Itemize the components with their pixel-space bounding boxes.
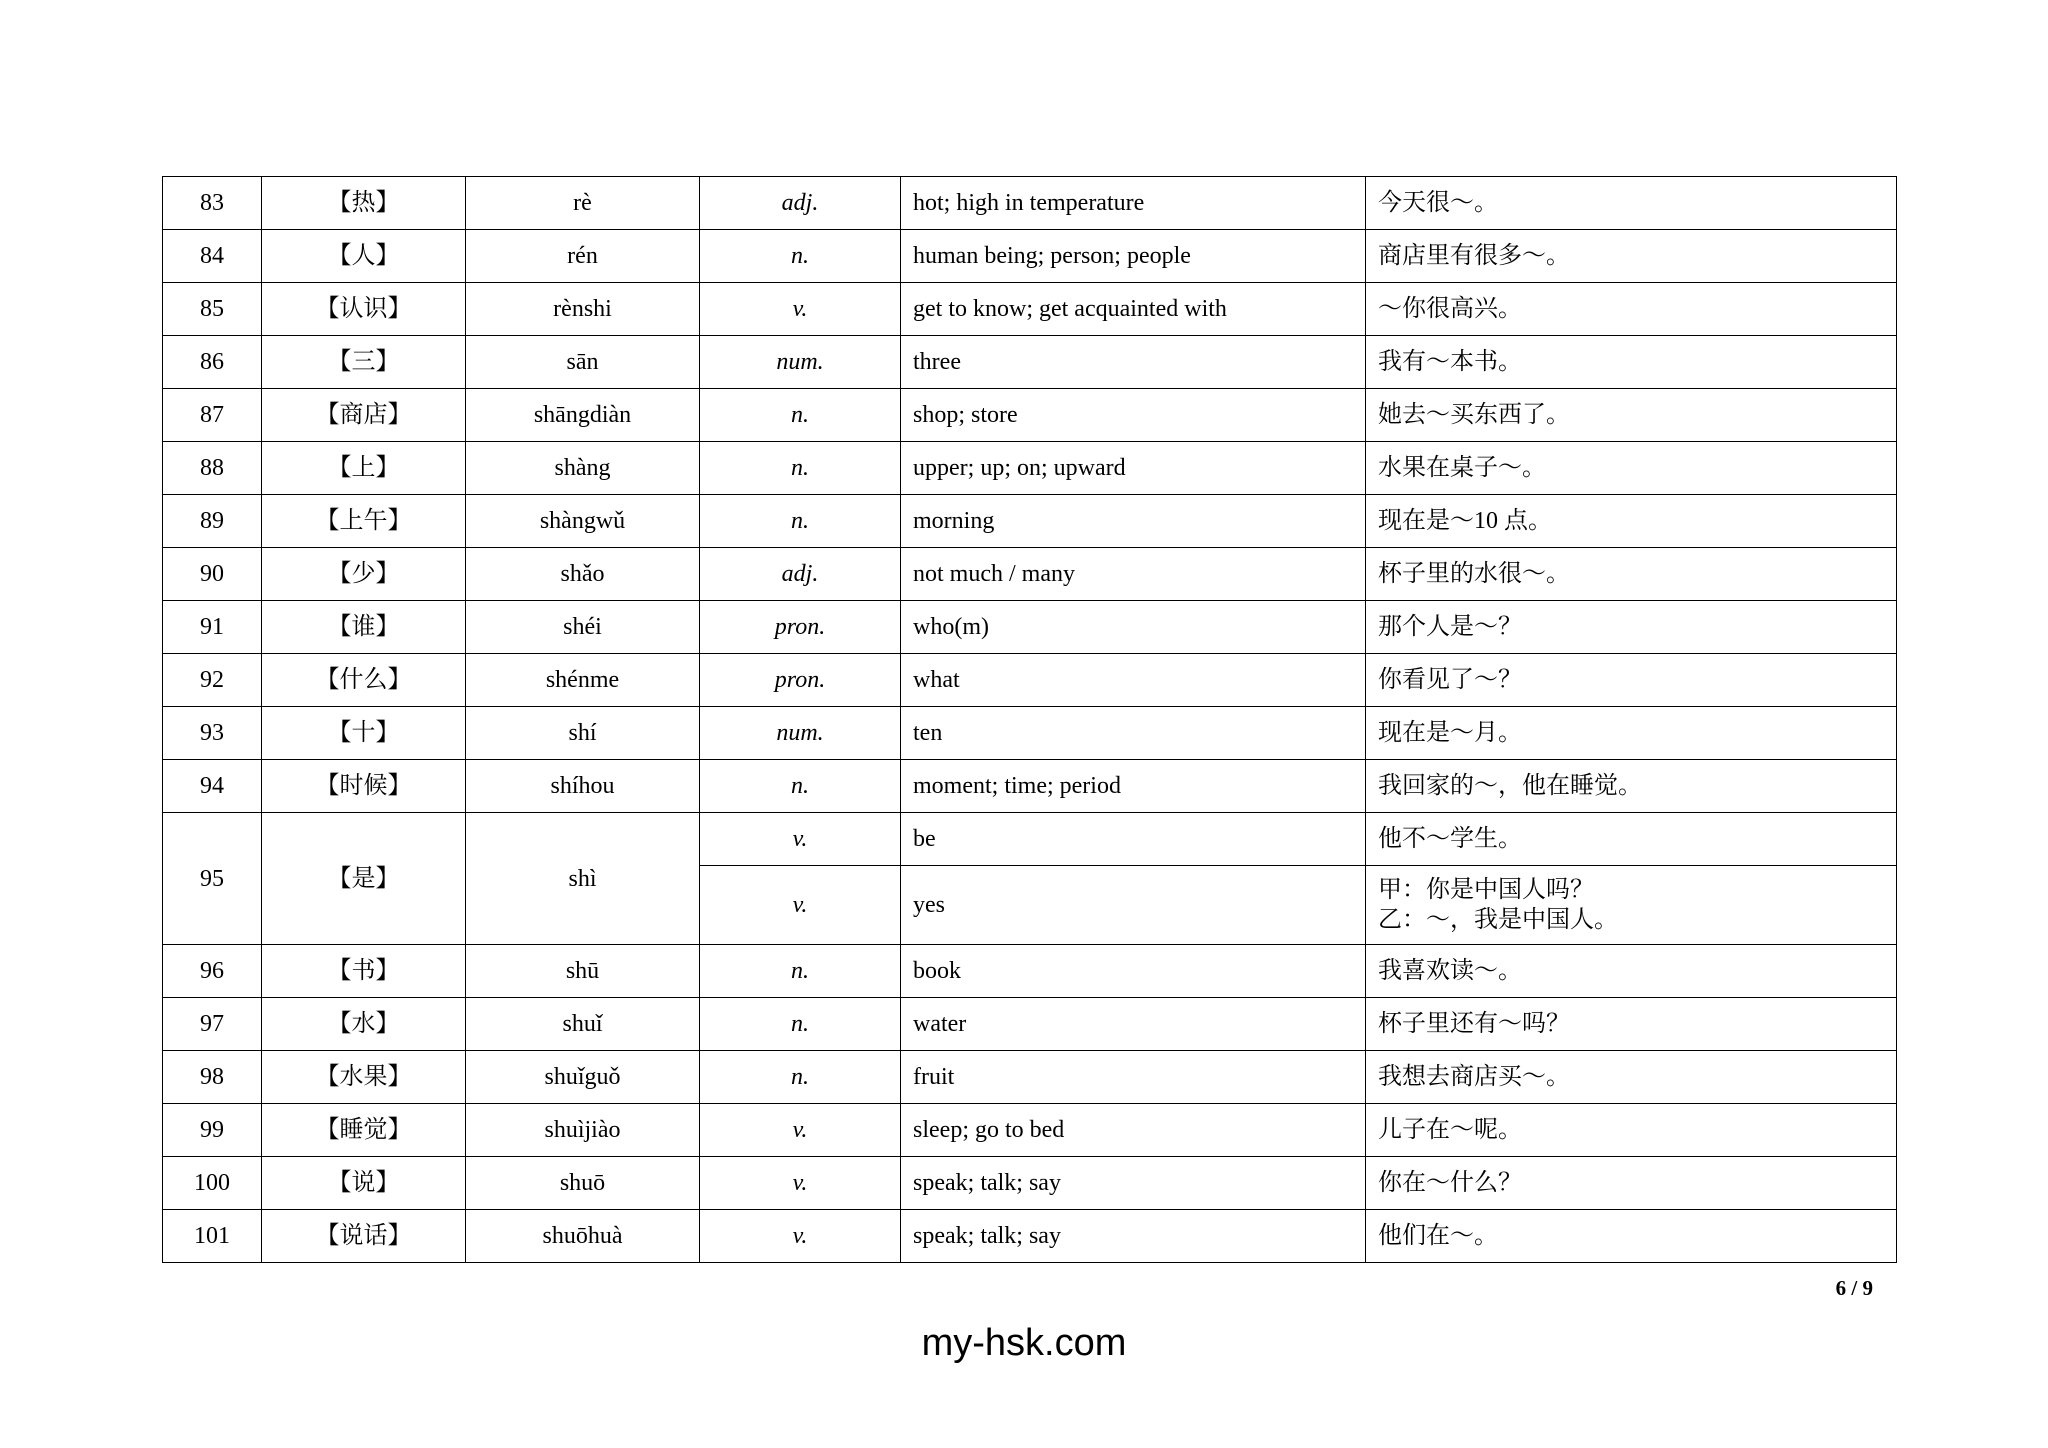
entry-example xyxy=(1366,548,1897,601)
table-row xyxy=(163,1051,1897,1104)
page-number: 6 / 9 xyxy=(1835,1276,1873,1300)
entry-pinyin: shuìjiào xyxy=(466,1104,700,1157)
entry-number: 101 xyxy=(163,1210,262,1263)
entry-hanzi: 【说】 xyxy=(262,1157,466,1210)
table-row xyxy=(163,336,1897,389)
entry-example xyxy=(1366,1104,1897,1157)
entry-pinyin: shuō xyxy=(466,1157,700,1210)
entry-number: 89 xyxy=(163,495,262,548)
entry-pinyin: shuōhuà xyxy=(466,1210,700,1263)
entry-example xyxy=(1366,813,1897,866)
example-line: 乙：～，我是中国人。 xyxy=(1378,907,1618,933)
table-row xyxy=(163,1157,1897,1210)
entry-part-of-speech: adj. xyxy=(700,548,901,601)
entry-pinyin: rènshi xyxy=(466,283,700,336)
entry-number: 91 xyxy=(163,601,262,654)
entry-hanzi: 【是】 xyxy=(262,813,466,945)
entry-pinyin: shénme xyxy=(466,654,700,707)
entry-definition: upper; up; on; upward xyxy=(901,442,1366,495)
example-line: ～你很高兴。 xyxy=(1378,296,1522,322)
entry-definition: morning xyxy=(901,495,1366,548)
entry-definition: fruit xyxy=(901,1051,1366,1104)
entry-pinyin: shǎo xyxy=(466,548,700,601)
entry-number: 94 xyxy=(163,760,262,813)
table-row xyxy=(163,230,1897,283)
entry-pinyin: rè xyxy=(466,177,700,230)
entry-example xyxy=(1366,945,1897,998)
entry-part-of-speech: n. xyxy=(700,230,901,283)
entry-definition: not much / many xyxy=(901,548,1366,601)
entry-part-of-speech: pron. xyxy=(700,654,901,707)
entry-definition: yes xyxy=(901,866,1366,945)
entry-part-of-speech: n. xyxy=(700,998,901,1051)
entry-hanzi: 【时候】 xyxy=(262,760,466,813)
entry-part-of-speech: v. xyxy=(700,1210,901,1263)
entry-hanzi: 【少】 xyxy=(262,548,466,601)
table-row xyxy=(163,998,1897,1051)
entry-hanzi: 【水】 xyxy=(262,998,466,1051)
entry-example xyxy=(1366,707,1897,760)
entry-definition: speak; talk; say xyxy=(901,1210,1366,1263)
entry-definition: ten xyxy=(901,707,1366,760)
vocabulary-table xyxy=(162,176,1897,1263)
entry-example xyxy=(1366,760,1897,813)
entry-part-of-speech: v. xyxy=(700,866,901,945)
table-row xyxy=(163,389,1897,442)
entry-pinyin: shí xyxy=(466,707,700,760)
entry-example xyxy=(1366,389,1897,442)
entry-number: 98 xyxy=(163,1051,262,1104)
entry-hanzi: 【上午】 xyxy=(262,495,466,548)
entry-hanzi: 【商店】 xyxy=(262,389,466,442)
entry-number: 93 xyxy=(163,707,262,760)
example-line: 现在是～10 点。 xyxy=(1378,508,1552,534)
table-row xyxy=(163,601,1897,654)
entry-number: 87 xyxy=(163,389,262,442)
entry-hanzi: 【睡觉】 xyxy=(262,1104,466,1157)
entry-number: 100 xyxy=(163,1157,262,1210)
entry-hanzi: 【说话】 xyxy=(262,1210,466,1263)
example-line: 甲：你是中国人吗？ xyxy=(1378,877,1594,903)
table-row xyxy=(163,1104,1897,1157)
entry-hanzi: 【什么】 xyxy=(262,654,466,707)
example-line: 你看见了～？ xyxy=(1378,667,1522,693)
table-row xyxy=(163,177,1897,230)
entry-definition: hot; high in temperature xyxy=(901,177,1366,230)
entry-pinyin: sān xyxy=(466,336,700,389)
entry-number: 97 xyxy=(163,998,262,1051)
entry-number: 96 xyxy=(163,945,262,998)
entry-example xyxy=(1366,1051,1897,1104)
example-line: 商店里有很多～。 xyxy=(1378,243,1570,269)
entry-number: 95 xyxy=(163,813,262,945)
entry-definition: sleep; go to bed xyxy=(901,1104,1366,1157)
entry-hanzi: 【十】 xyxy=(262,707,466,760)
entry-example xyxy=(1366,866,1897,945)
entry-definition: three xyxy=(901,336,1366,389)
vocabulary-table-body xyxy=(163,177,1897,1263)
entry-part-of-speech: num. xyxy=(700,707,901,760)
entry-pinyin: rén xyxy=(466,230,700,283)
entry-hanzi: 【认识】 xyxy=(262,283,466,336)
entry-part-of-speech: n. xyxy=(700,442,901,495)
example-line: 我回家的～，他在睡觉。 xyxy=(1378,773,1642,799)
entry-definition: get to know; get acquainted with xyxy=(901,283,1366,336)
entry-pinyin: shāngdiàn xyxy=(466,389,700,442)
entry-pinyin: shàngwǔ xyxy=(466,495,700,548)
table-row xyxy=(163,548,1897,601)
entry-part-of-speech: n. xyxy=(700,389,901,442)
entry-hanzi: 【谁】 xyxy=(262,601,466,654)
example-line: 他不～学生。 xyxy=(1378,826,1522,852)
entry-pinyin: shì xyxy=(466,813,700,945)
entry-pinyin: shuǐguǒ xyxy=(466,1051,700,1104)
entry-example xyxy=(1366,283,1897,336)
table-row xyxy=(163,707,1897,760)
entry-part-of-speech: v. xyxy=(700,283,901,336)
example-line: 他们在～。 xyxy=(1378,1223,1498,1249)
table-row xyxy=(163,283,1897,336)
entry-hanzi: 【上】 xyxy=(262,442,466,495)
entry-example xyxy=(1366,601,1897,654)
entry-definition: book xyxy=(901,945,1366,998)
table-row xyxy=(163,760,1897,813)
entry-definition: speak; talk; say xyxy=(901,1157,1366,1210)
entry-part-of-speech: n. xyxy=(700,495,901,548)
entry-example xyxy=(1366,336,1897,389)
entry-example xyxy=(1366,1157,1897,1210)
entry-pinyin: shuǐ xyxy=(466,998,700,1051)
example-line: 你在～什么？ xyxy=(1378,1170,1522,1196)
entry-hanzi: 【热】 xyxy=(262,177,466,230)
entry-pinyin: shíhou xyxy=(466,760,700,813)
entry-example xyxy=(1366,230,1897,283)
example-line: 我喜欢读～。 xyxy=(1378,958,1522,984)
entry-example xyxy=(1366,442,1897,495)
table-row xyxy=(163,813,1897,866)
example-line: 今天很～。 xyxy=(1378,190,1498,216)
example-line: 我有～本书。 xyxy=(1378,349,1522,375)
example-line: 我想去商店买～。 xyxy=(1378,1064,1570,1090)
table-row xyxy=(163,1210,1897,1263)
entry-definition: shop; store xyxy=(901,389,1366,442)
entry-part-of-speech: n. xyxy=(700,760,901,813)
entry-part-of-speech: adj. xyxy=(700,177,901,230)
entry-part-of-speech: n. xyxy=(700,945,901,998)
site-footer: my-hsk.com xyxy=(921,1322,1127,1364)
entry-number: 90 xyxy=(163,548,262,601)
entry-definition: be xyxy=(901,813,1366,866)
entry-example xyxy=(1366,495,1897,548)
entry-number: 99 xyxy=(163,1104,262,1157)
table-row xyxy=(163,495,1897,548)
example-line: 水果在桌子～。 xyxy=(1378,455,1546,481)
entry-number: 92 xyxy=(163,654,262,707)
entry-definition: moment; time; period xyxy=(901,760,1366,813)
entry-number: 84 xyxy=(163,230,262,283)
entry-example xyxy=(1366,1210,1897,1263)
entry-part-of-speech: n. xyxy=(700,1051,901,1104)
entry-hanzi: 【三】 xyxy=(262,336,466,389)
entry-hanzi: 【人】 xyxy=(262,230,466,283)
entry-hanzi: 【水果】 xyxy=(262,1051,466,1104)
entry-number: 86 xyxy=(163,336,262,389)
entry-pinyin: shū xyxy=(466,945,700,998)
example-line: 那个人是～？ xyxy=(1378,614,1522,640)
entry-example xyxy=(1366,998,1897,1051)
entry-part-of-speech: pron. xyxy=(700,601,901,654)
entry-part-of-speech: v. xyxy=(700,1104,901,1157)
entry-number: 85 xyxy=(163,283,262,336)
table-row xyxy=(163,442,1897,495)
entry-definition: what xyxy=(901,654,1366,707)
entry-pinyin: shéi xyxy=(466,601,700,654)
table-row xyxy=(163,945,1897,998)
example-line: 杯子里的水很～。 xyxy=(1378,561,1570,587)
entry-definition: human being; person; people xyxy=(901,230,1366,283)
table-row xyxy=(163,654,1897,707)
entry-example xyxy=(1366,177,1897,230)
example-line: 现在是～月。 xyxy=(1378,720,1522,746)
entry-part-of-speech: v. xyxy=(700,813,901,866)
entry-part-of-speech: v. xyxy=(700,1157,901,1210)
entry-definition: who(m) xyxy=(901,601,1366,654)
example-line: 儿子在～呢。 xyxy=(1378,1117,1522,1143)
entry-example xyxy=(1366,654,1897,707)
entry-part-of-speech: num. xyxy=(700,336,901,389)
entry-pinyin: shàng xyxy=(466,442,700,495)
example-line: 她去～买东西了。 xyxy=(1378,402,1570,428)
entry-number: 83 xyxy=(163,177,262,230)
entry-definition: water xyxy=(901,998,1366,1051)
entry-hanzi: 【书】 xyxy=(262,945,466,998)
entry-number: 88 xyxy=(163,442,262,495)
example-line: 杯子里还有～吗？ xyxy=(1378,1011,1570,1037)
